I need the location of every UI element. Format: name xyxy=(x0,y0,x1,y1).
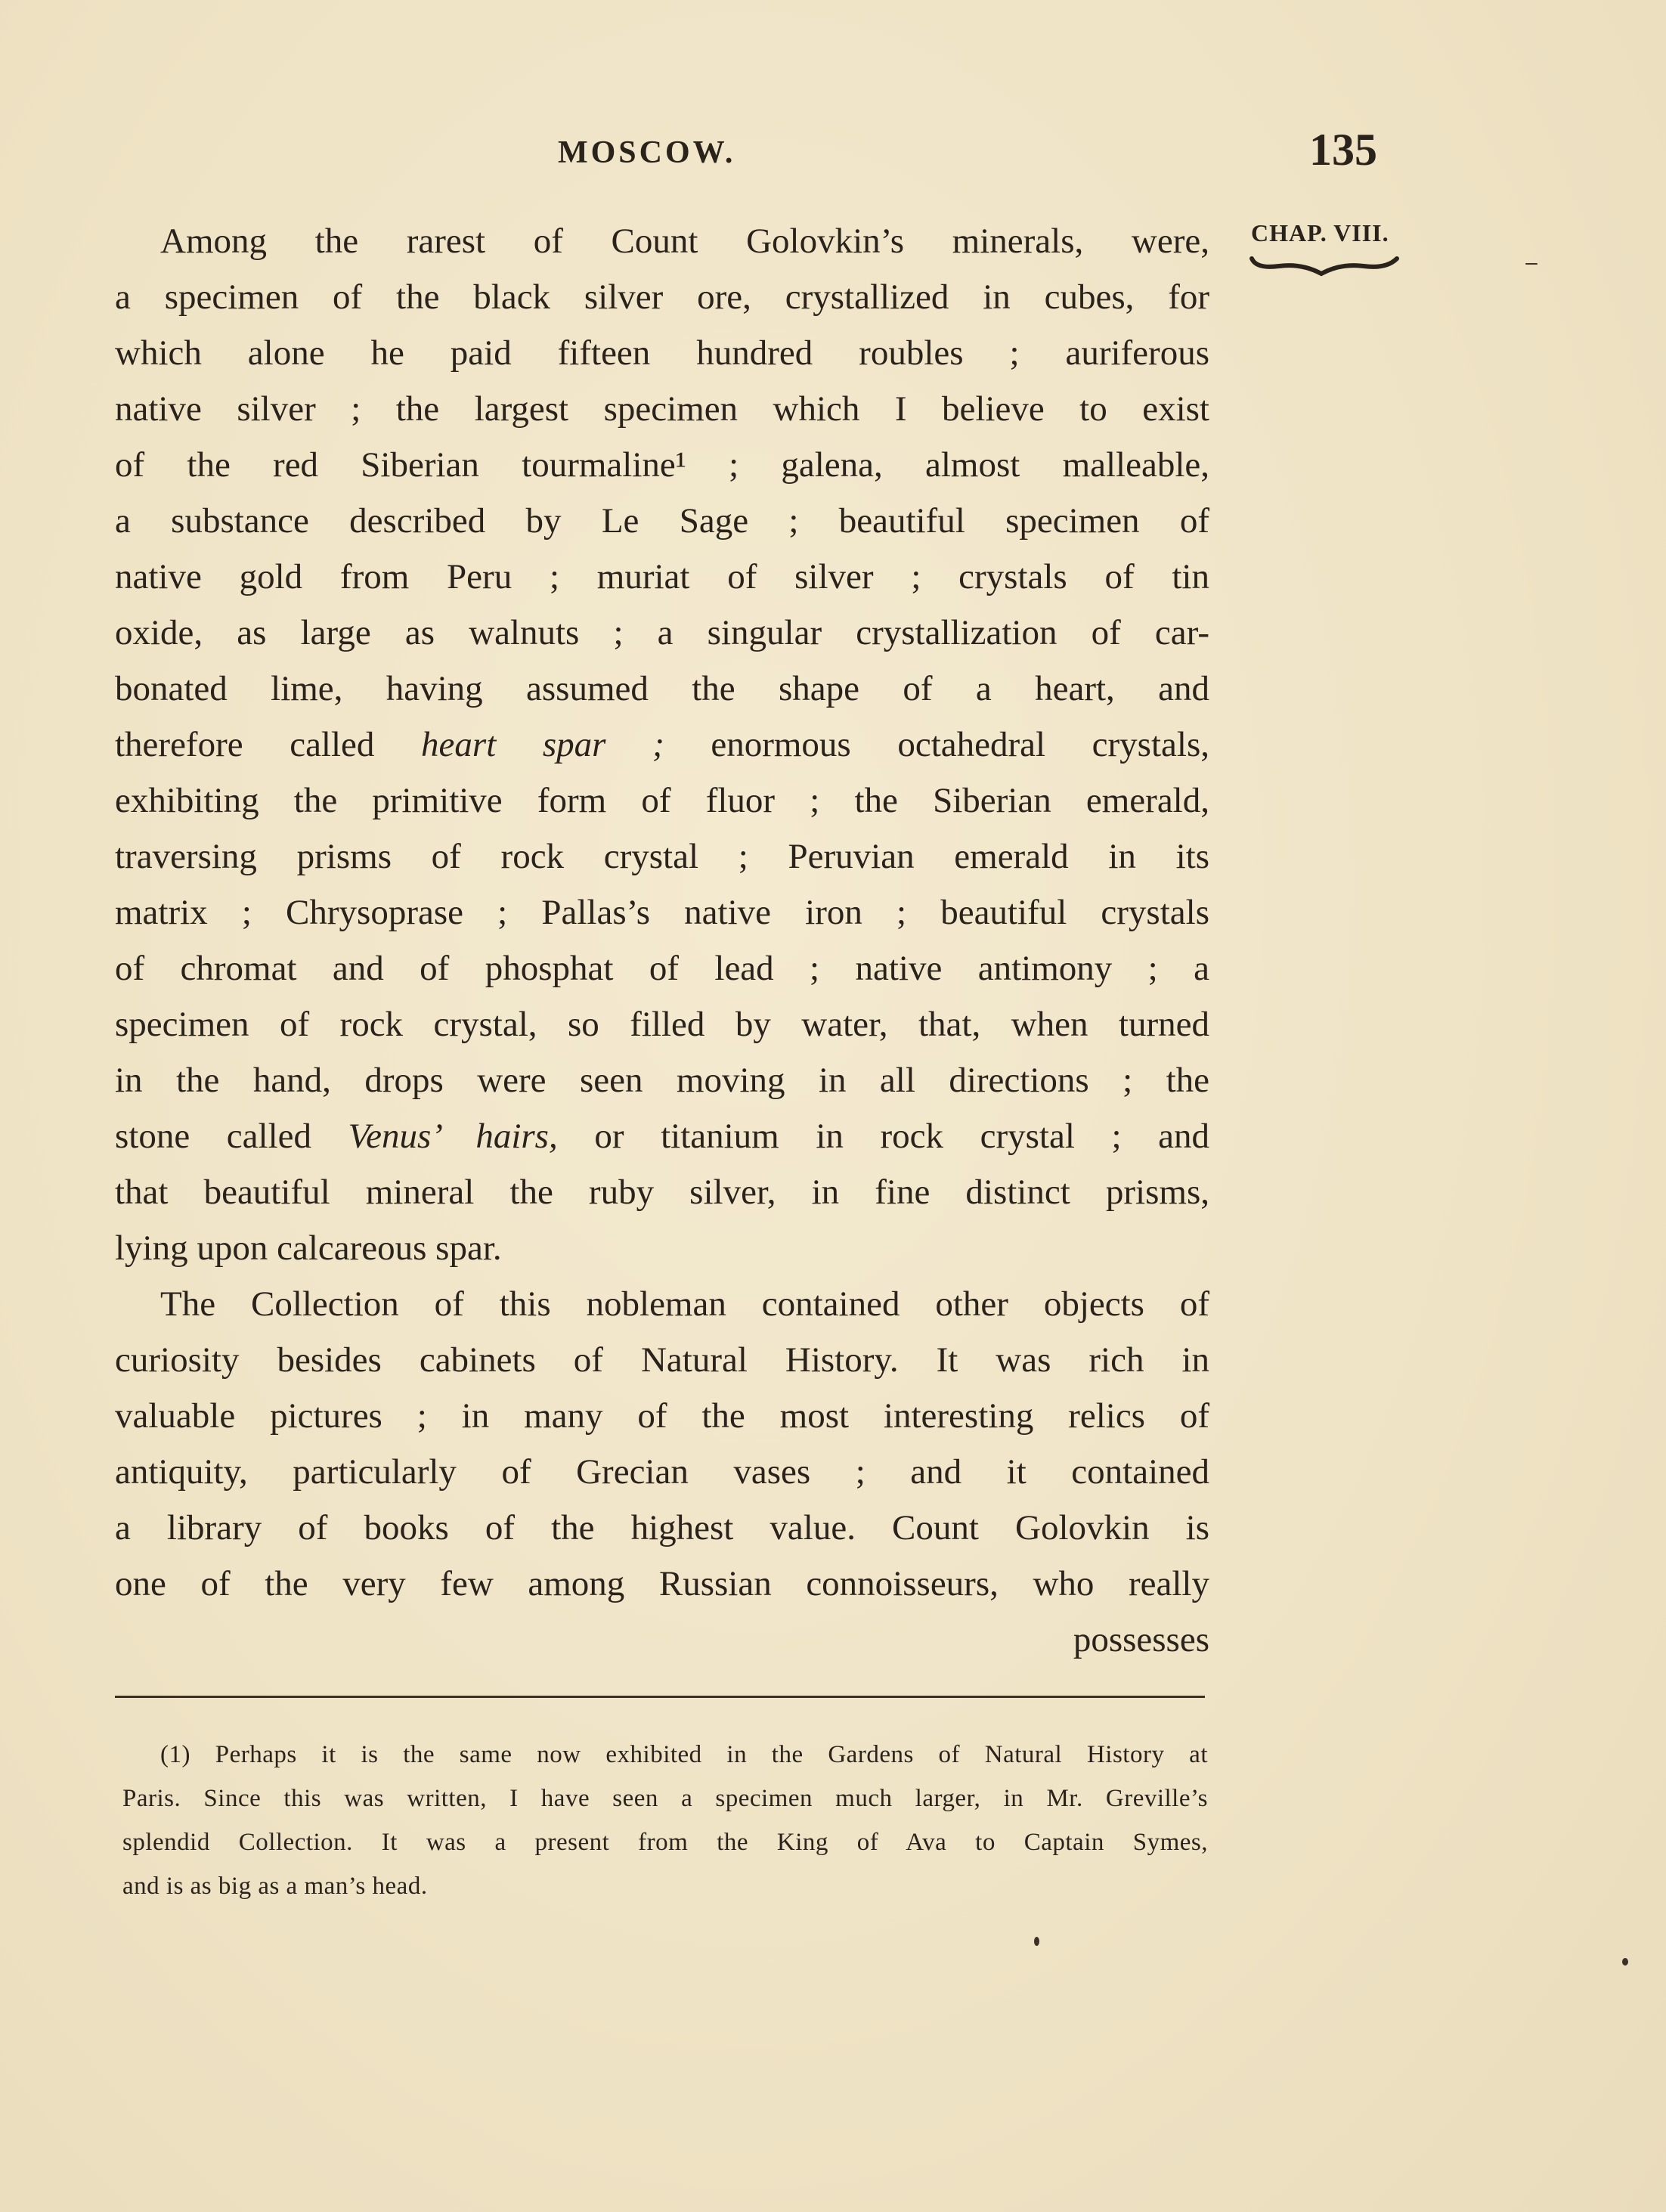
text-line: specimen of rock crystal, so filled by water, that, when turned xyxy=(115,1005,1209,1044)
text-line: antiquity, particularly of Grecian vases ; and it contained xyxy=(115,1452,1209,1492)
text-line: in the hand, drops were seen moving in all directions ; the xyxy=(115,1061,1209,1100)
text-line: one of the very few among Russian connoisseurs, who really xyxy=(115,1564,1209,1603)
text-line: a substance described by Le Sage ; beautiful specimen of xyxy=(115,501,1209,541)
text-line: that beautiful mineral the ruby silver, in fine distinct prisms, xyxy=(115,1173,1209,1212)
text-line: which alone he paid fifteen hundred roubles ; auriferous xyxy=(115,333,1209,373)
chapter-brace-ornament xyxy=(1249,256,1400,278)
text-line: of the red Siberian tourmaline¹ ; galena, almost malleable, xyxy=(115,445,1209,485)
text-segment: stone called xyxy=(115,1117,348,1156)
ink-speck xyxy=(1034,1937,1039,1946)
text-line: curiosity besides cabinets of Natural History. It was rich in xyxy=(115,1340,1209,1380)
ink-speck xyxy=(1622,1958,1628,1966)
footnote-rule xyxy=(115,1696,1205,1698)
text-segment: therefore called xyxy=(115,725,422,764)
text-line: native silver ; the largest specimen which I believe to exist xyxy=(115,389,1209,429)
text-line: a library of books of the highest value. Count Golovkin is xyxy=(115,1508,1209,1547)
text-line: Among the rarest of Count Golovkin’s minerals, were, xyxy=(160,222,1209,261)
ink-speck xyxy=(1525,263,1537,265)
footnote-block xyxy=(122,1733,1208,1908)
text-line: traversing prisms of rock crystal ; Peruvian emerald in its xyxy=(115,837,1209,876)
text-line: matrix ; Chrysoprase ; Pallas’s native iron ; beautiful crystals xyxy=(115,893,1209,932)
text-line: The Collection of this nobleman contained other objects of xyxy=(160,1284,1209,1324)
text-line: valuable pictures ; in many of the most interesting relics of xyxy=(115,1396,1209,1436)
footnote-line: (1) Perhaps it is the same now exhibited in the Gardens of Natural History at xyxy=(160,1741,1208,1768)
text-line-venus-hairs xyxy=(115,1108,1209,1164)
text-line: bonated lime, having assumed the shape of a heart, and xyxy=(115,669,1209,708)
text-segment: enormous octahedral crystals, xyxy=(664,725,1209,764)
text-line: oxide, as large as walnuts ; a singular crystallization of car- xyxy=(115,613,1209,652)
running-head: MOSCOW. xyxy=(558,135,736,170)
text-line: exhibiting the primitive form of fluor ; the Siberian emerald, xyxy=(115,781,1209,820)
text-line: native gold from Peru ; muriat of silver ; crystals of tin xyxy=(115,557,1209,596)
footnote-line: splendid Collection. It was a present from the King of Ava to Captain Symes, xyxy=(122,1829,1208,1856)
catchword: possesses xyxy=(1073,1620,1209,1659)
chapter-margin-note: CHAP. VIII. xyxy=(1251,219,1389,246)
main-text-block xyxy=(115,213,1209,1668)
text-line: of chromat and of phosphat of lead ; native antimony ; a xyxy=(115,949,1209,988)
italic-term-venus-hairs: Venus’ hairs, xyxy=(348,1117,558,1156)
text-line: a specimen of the black silver ore, crystallized in cubes, for xyxy=(115,277,1209,317)
text-segment: or titanium in rock crystal ; and xyxy=(557,1117,1210,1156)
footnote-line: Paris. Since this was written, I have seen a specimen much larger, in Mr. Greville’s xyxy=(122,1785,1208,1812)
page-number: 135 xyxy=(1309,125,1377,175)
footnote-line: and is as big as a man’s head. xyxy=(122,1873,428,1900)
text-line-heart-spar xyxy=(115,717,1209,773)
text-line: lying upon calcareous spar. xyxy=(115,1228,502,1268)
italic-term-heart-spar: heart spar ; xyxy=(421,725,664,764)
